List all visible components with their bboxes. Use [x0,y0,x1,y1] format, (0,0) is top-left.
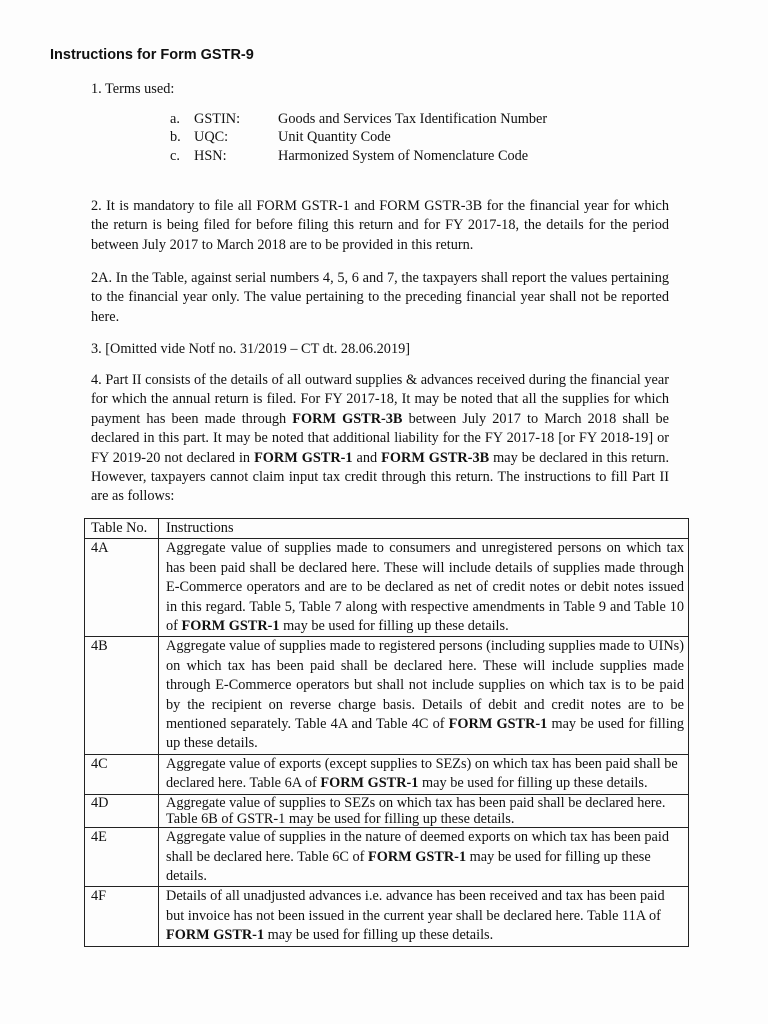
instruction-text: may be used for filling up these details. [166,716,684,752]
instruction-text: Aggregate value of exports (except supplies to SEZs) on which tax has been paid shall be declared here. Table 6A of [166,755,678,792]
terms-list [170,110,547,165]
term-item [170,128,547,146]
document-title: Instructions for Form GSTR-9 [50,47,254,63]
terms-heading: 1. Terms used: [91,81,175,97]
instruction-text: Aggregate value of supplies made to consumers and unregistered persons on which tax has been paid shall be declared here. These will include details of supplies made through E-Commerce operators and are to be declared as net of credit notes or debit notes issued in this regard. Table 5, Table 7 along with respective amendments in Table 9 and Table 10 of [166,540,684,635]
paragraph-4 [91,371,669,507]
instruction-text: Aggregate value of supplies in the nature of deemed exports on which tax has been paid shall be declared here. Table 6C of [166,829,670,865]
row-instruction [159,637,689,754]
term-letter: c. [170,147,180,164]
term-abbr: GSTIN: [194,111,241,127]
row-instruction [159,539,689,637]
instruction-bold: FORM GSTR-1 [166,927,265,944]
term-meaning: Harmonized System of Nomenclature Code [278,147,529,164]
paragraph-4-bold: FORM GSTR-3B [381,449,490,466]
term-meaning: Goods and Services Tax Identification Number [278,111,548,127]
instruction-text: may be used for filling up these details. [166,848,651,884]
paragraph-2: 2. It is mandatory to file all FORM GSTR-1 and FORM GSTR-3B for the financial year for which the return is being filed for before filing this return and for FY 2017-18, the details for the period between July 2017 to March 2018 are to be provided in this return. [91,198,669,253]
table-row [85,828,689,887]
row-instruction [159,887,689,946]
instruction-bold: FORM GSTR-1 [448,716,548,733]
term-meaning: Unit Quantity Code [278,129,391,146]
paragraph-4-bold: FORM GSTR-3B [292,410,403,427]
instruction-text: may be used for filling up these details. [264,927,494,944]
paragraph-4-text: may be declared in this return. However, taxpayers cannot claim input tax credit through this return. The instructions to fill Part II are as follows: [91,449,670,505]
header-table-no: Table No. [85,519,159,539]
row-table-no: 4C [85,754,159,794]
instruction-bold: FORM GSTR-1 [368,848,467,865]
paragraph-2a: 2A. In the Table, against serial numbers 4, 5, 6 and 7, the taxpayers shall report the values pertaining to the financial year only. The value pertaining to the preceding financial year shall not be reported here. [91,270,669,325]
table-row [85,794,689,827]
term-letter: b. [170,129,181,146]
instruction-bold: FORM GSTR-1 [320,775,419,792]
row-table-no: 4E [85,828,159,887]
instruction-bold: FORM GSTR-1 [181,618,280,635]
paragraph-4-bold: FORM GSTR-1 [254,449,353,466]
term-abbr: UQC: [194,129,229,146]
row-table-no: 4D [85,794,159,827]
row-instruction [159,754,689,794]
row-instruction [159,794,689,827]
row-instruction [159,828,689,887]
table-row [85,887,689,946]
table-row [85,637,689,754]
instruction-text: Details of all unadjusted advances i.e. advance has been received and tax has been paid but invoice has not been issued in the current year shall be declared here. Table 11A of [166,888,665,924]
term-item [170,147,547,165]
instructions-table [84,518,689,947]
instruction-text: Aggregate value of supplies made to registered persons (including supplies made to UINs) on which tax has been paid shall be declared here. These will include supplies made through E-Commerce operators but shall not include supplies on which tax is to be paid by the recipient on reverse charge basis. Details of debit and credit notes are to be mentioned separately. Table 4A and Table 4C of [166,638,684,733]
instruction-text: Aggregate value of supplies to SEZs on which tax has been paid shall be declared here. Table 6B of GSTR-1 may be used for filling up these details. [166,794,666,827]
instruction-text: may be used for filling up these details. [279,618,509,635]
row-table-no: 4A [85,539,159,637]
table-header-row [85,519,689,539]
row-table-no: 4F [85,887,159,946]
header-instructions: Instructions [159,519,689,539]
instruction-text: may be used for filling up these details. [418,775,648,792]
paragraph-4-text: 4. Part II consists of the details of all outward supplies & advances received during the financial year for which the annual return is filed. For FY 2017-18, It may be noted that all the supplies for which payment has been made through [91,372,669,427]
paragraph-4-text: between July 2017 to March 2018 shall be declared in this part. It may be noted that additional liability for the FY 2017-18 [or FY 2018-19] or FY 2019-20 not declared in [91,410,669,466]
table-row [85,754,689,794]
paragraph-4-text: and [352,449,382,466]
row-table-no: 4B [85,637,159,754]
table-row [85,539,689,637]
paragraph-3: 3. [Omitted vide Notf no. 31/2019 – CT dt. 28.06.2019] [91,341,411,357]
term-item [170,110,547,128]
term-letter: a. [170,111,180,127]
term-abbr: HSN: [194,147,227,164]
